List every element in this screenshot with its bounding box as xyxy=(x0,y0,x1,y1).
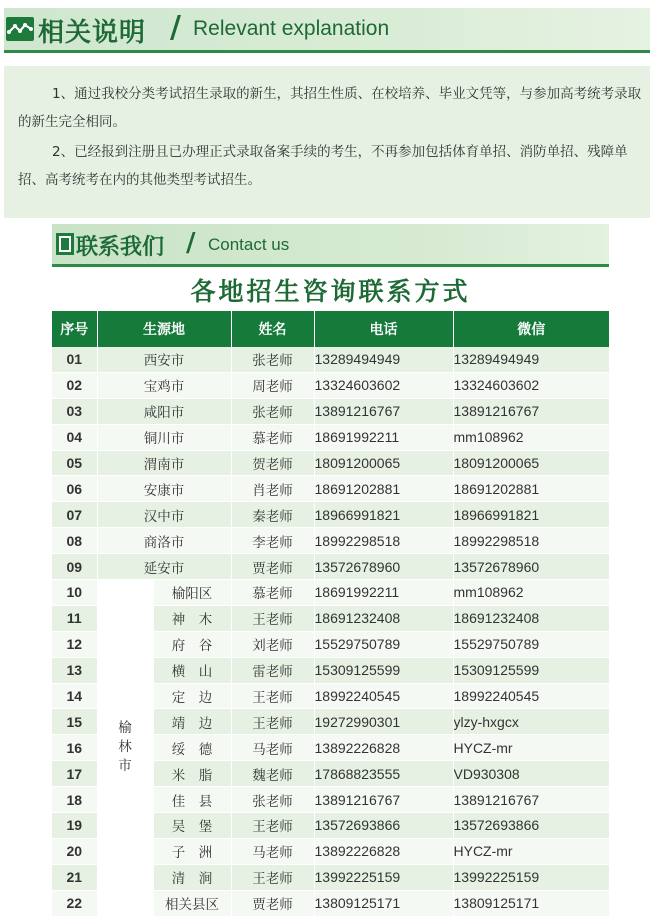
row-contact-name: 慕老师 xyxy=(231,580,314,606)
row-phone: 13289494949 xyxy=(314,347,453,372)
row-number: 04 xyxy=(52,424,97,450)
row-county: 佳 县 xyxy=(153,787,231,813)
row-county: 吴 堡 xyxy=(153,813,231,839)
row-contact-name: 慕老师 xyxy=(231,424,314,450)
row-contact-name: 肖老师 xyxy=(231,476,314,502)
row-city: 宝鸡市 xyxy=(97,372,231,398)
header-name: 姓名 xyxy=(231,311,314,347)
row-contact-name: 张老师 xyxy=(231,787,314,813)
header-no: 序号 xyxy=(52,311,97,347)
row-number: 16 xyxy=(52,735,97,761)
row-wechat: 15529750789 xyxy=(453,631,609,657)
row-wechat: 18992240545 xyxy=(453,683,609,709)
row-wechat: ylzy-hxgcx xyxy=(453,709,609,735)
section-title-en: Relevant explanation xyxy=(193,17,390,40)
row-number: 01 xyxy=(52,347,97,372)
table-row xyxy=(52,554,609,580)
row-wechat: 18691202881 xyxy=(453,476,609,502)
table-row xyxy=(52,580,609,606)
row-contact-name: 贾老师 xyxy=(231,890,314,916)
row-phone: 18992298518 xyxy=(314,528,453,554)
row-number: 17 xyxy=(52,761,97,787)
row-number: 10 xyxy=(52,580,97,606)
row-wechat: VD930308 xyxy=(453,761,609,787)
row-number: 21 xyxy=(52,864,97,890)
row-phone: 13891216767 xyxy=(314,398,453,424)
row-wechat: 13992225159 xyxy=(453,864,609,890)
row-contact-name: 王老师 xyxy=(231,709,314,735)
header-underline xyxy=(4,50,650,53)
row-county: 横 山 xyxy=(153,657,231,683)
row-contact-name: 周老师 xyxy=(231,372,314,398)
row-wechat: HYCZ-mr xyxy=(453,735,609,761)
row-phone: 15529750789 xyxy=(314,631,453,657)
row-city: 铜川市 xyxy=(97,424,231,450)
row-phone: 13891216767 xyxy=(314,787,453,813)
row-number: 02 xyxy=(52,372,97,398)
row-wechat: 18966991821 xyxy=(453,502,609,528)
table-row xyxy=(52,347,609,372)
row-city: 咸阳市 xyxy=(97,398,231,424)
row-wechat: mm108962 xyxy=(453,424,609,450)
row-wechat: 13324603602 xyxy=(453,372,609,398)
row-phone: 13324603602 xyxy=(314,372,453,398)
row-wechat: 13891216767 xyxy=(453,398,609,424)
table-row xyxy=(52,450,609,476)
row-city: 汉中市 xyxy=(97,502,231,528)
row-phone: 18992240545 xyxy=(314,683,453,709)
title-slash: / xyxy=(170,10,181,45)
row-number: 11 xyxy=(52,605,97,631)
row-number: 06 xyxy=(52,476,97,502)
row-contact-name: 魏老师 xyxy=(231,761,314,787)
trend-chart-icon xyxy=(6,17,34,41)
row-number: 19 xyxy=(52,813,97,839)
row-county: 靖 边 xyxy=(153,709,231,735)
row-county: 定 边 xyxy=(153,683,231,709)
table-header-row xyxy=(52,311,609,347)
section-title-zh: 联系我们 xyxy=(76,235,165,260)
section-title-zh: 相关说明 xyxy=(38,18,147,48)
row-wechat: 13809125171 xyxy=(453,890,609,916)
row-city: 商洛市 xyxy=(97,528,231,554)
row-wechat: 13891216767 xyxy=(453,787,609,813)
row-city: 延安市 xyxy=(97,554,231,580)
row-wechat: 13572693866 xyxy=(453,813,609,839)
row-contact-name: 李老师 xyxy=(231,528,314,554)
row-county: 神 木 xyxy=(153,605,231,631)
table-row xyxy=(52,424,609,450)
row-wechat: 18691232408 xyxy=(453,605,609,631)
row-phone: 18691202881 xyxy=(314,476,453,502)
row-contact-name: 王老师 xyxy=(231,683,314,709)
row-contact-name: 王老师 xyxy=(231,813,314,839)
table-row xyxy=(52,502,609,528)
row-phone: 13809125171 xyxy=(314,890,453,916)
row-contact-name: 马老师 xyxy=(231,838,314,864)
row-city: 西安市 xyxy=(97,347,231,372)
row-contact-name: 秦老师 xyxy=(231,502,314,528)
row-county: 府 谷 xyxy=(153,631,231,657)
row-phone: 18966991821 xyxy=(314,502,453,528)
row-number: 14 xyxy=(52,683,97,709)
table-row xyxy=(52,476,609,502)
section-header-explanation xyxy=(0,0,652,58)
row-county: 绥 德 xyxy=(153,735,231,761)
row-number: 22 xyxy=(52,890,97,916)
row-number: 09 xyxy=(52,554,97,580)
row-county: 米 脂 xyxy=(153,761,231,787)
explanation-paragraph-1: 1、通过我校分类考试招生录取的新生，其招生性质、在校培养、毕业文凭等，与参加高考统考录取的新生完全相同。 xyxy=(18,86,642,130)
row-phone: 13892226828 xyxy=(314,838,453,864)
row-county: 清 涧 xyxy=(153,864,231,890)
square-frame-icon xyxy=(56,233,74,255)
row-number: 12 xyxy=(52,631,97,657)
row-phone: 15309125599 xyxy=(314,657,453,683)
section-header-contact xyxy=(52,224,609,268)
header-origin: 生源地 xyxy=(97,311,231,347)
row-contact-name: 王老师 xyxy=(231,605,314,631)
row-contact-name: 马老师 xyxy=(231,735,314,761)
row-phone: 13992225159 xyxy=(314,864,453,890)
table-row xyxy=(52,398,609,424)
row-number: 03 xyxy=(52,398,97,424)
row-phone: 13572693866 xyxy=(314,813,453,839)
row-phone: 18091200065 xyxy=(314,450,453,476)
row-contact-name: 张老师 xyxy=(231,347,314,372)
row-number: 13 xyxy=(52,657,97,683)
row-wechat: mm108962 xyxy=(453,580,609,606)
row-contact-name: 贺老师 xyxy=(231,450,314,476)
row-contact-name: 雷老师 xyxy=(231,657,314,683)
row-wechat: 15309125599 xyxy=(453,657,609,683)
row-number: 08 xyxy=(52,528,97,554)
row-number: 20 xyxy=(52,838,97,864)
row-contact-name: 王老师 xyxy=(231,864,314,890)
row-wechat: 13289494949 xyxy=(453,347,609,372)
yulin-city-label: 榆 林 市 xyxy=(97,580,153,917)
row-phone: 13892226828 xyxy=(314,735,453,761)
table-row xyxy=(52,528,609,554)
explanation-paragraph-2: 2、已经报到注册且已办理正式录取备案手续的考生，不再参加包括体育单招、消防单招、残障单招、高考统考在内的其他类型考试招生。 xyxy=(18,144,628,188)
row-phone: 18691232408 xyxy=(314,605,453,631)
table-title: 各地招生咨询联系方式 xyxy=(190,277,471,306)
row-contact-name: 张老师 xyxy=(231,398,314,424)
row-county: 子 洲 xyxy=(153,838,231,864)
row-number: 07 xyxy=(52,502,97,528)
row-city: 安康市 xyxy=(97,476,231,502)
row-wechat: 13572678960 xyxy=(453,554,609,580)
contacts-table xyxy=(52,311,610,917)
row-contact-name: 刘老师 xyxy=(231,631,314,657)
row-phone: 19272990301 xyxy=(314,709,453,735)
row-wechat: 18091200065 xyxy=(453,450,609,476)
row-city: 渭南市 xyxy=(97,450,231,476)
table-row xyxy=(52,372,609,398)
row-contact-name: 贾老师 xyxy=(231,554,314,580)
row-number: 15 xyxy=(52,709,97,735)
explanation-box xyxy=(4,66,650,218)
header-underline xyxy=(52,264,609,267)
row-number: 18 xyxy=(52,787,97,813)
row-wechat: HYCZ-mr xyxy=(453,838,609,864)
header-phone: 电话 xyxy=(314,311,453,347)
row-phone: 17868823555 xyxy=(314,761,453,787)
row-wechat: 18992298518 xyxy=(453,528,609,554)
section-title-en: Contact us xyxy=(208,235,290,254)
row-phone: 18691992211 xyxy=(314,424,453,450)
row-phone: 13572678960 xyxy=(314,554,453,580)
row-county: 榆阳区 xyxy=(153,580,231,606)
row-county: 相关县区 xyxy=(153,890,231,916)
row-phone: 18691992211 xyxy=(314,580,453,606)
row-number: 05 xyxy=(52,450,97,476)
header-wechat: 微信 xyxy=(453,311,609,347)
title-slash: / xyxy=(186,228,196,258)
